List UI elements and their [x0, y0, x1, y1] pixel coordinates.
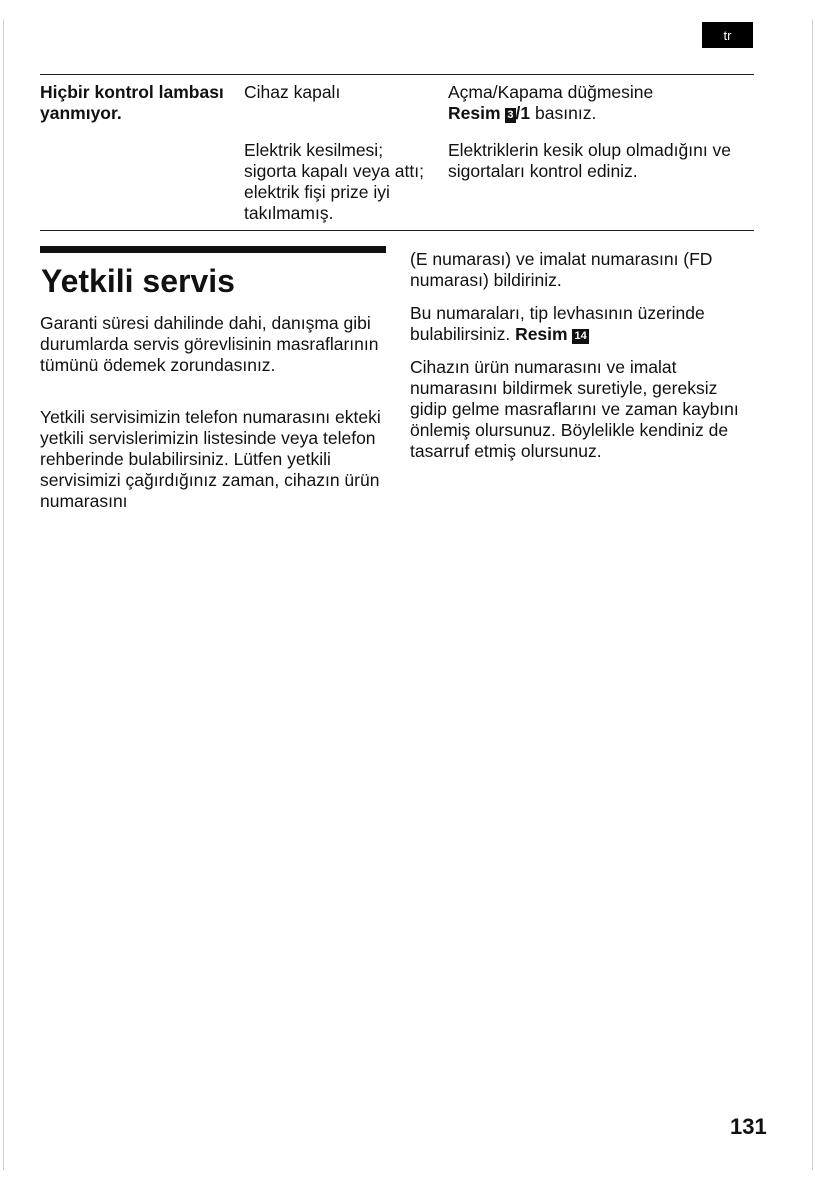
table-bottom-rule [40, 230, 754, 231]
remedy-reference [448, 103, 753, 124]
remedy-text: Elektriklerin kesik olup olmadığını ve sigortaları kontrol ediniz. [448, 140, 732, 181]
table-top-rule [40, 74, 754, 75]
cause-text: Cihaz kapalı [244, 82, 341, 102]
service-paragraph [410, 303, 755, 345]
fault-text: Hiçbir kontrol lambası yanmıyor. [40, 82, 224, 123]
service-paragraph: Cihazın ürün numarasını ve imalat numarasını bildirmek suretiyle, gereksiz gidip gelme masraflarını ve zaman kaybını önlemiş olursunuz. Böylelikle kendiniz de tasarruf etmiş olursunuz. [410, 357, 739, 461]
scan-margin-line [812, 20, 813, 1170]
language-tab: tr [702, 22, 753, 48]
section-title: Yetkili servis [41, 263, 235, 299]
figure-ref-suffix: /1 [515, 103, 531, 123]
figure-ref-label: Resim [448, 103, 501, 123]
page-number: 131 [730, 1114, 767, 1139]
section-bar [40, 246, 386, 253]
figure-number-icon: 14 [574, 330, 587, 342]
figure-number-icon: 3 [507, 109, 514, 121]
remedy-tail: basınız. [535, 103, 597, 123]
service-paragraph: Garanti süresi dahilinde dahi, danışma gibi durumlarda servis görevlisinin masraflarının tümünü ödemek zorundasınız. [40, 313, 379, 375]
scan-margin-line [3, 20, 4, 1170]
service-paragraph: Yetkili servisimizin telefon numarasını ekteki yetkili servislerimizin listesinde veya telefon rehberinde bulabilirsiniz. Lütfen yetkili servisimizi çağırdığınız zaman, cihazın ürün numarasını [40, 407, 381, 511]
remedy-cell [448, 82, 753, 124]
paragraph-text: Bu numaraları, tip levhasının üzerinde bulabilirsiniz. [410, 303, 705, 344]
figure-ref-label: Resim [515, 324, 568, 344]
cause-text: Elektrik kesilmesi; sigorta kapalı veya attı; elektrik fişi prize iyi takılmamış. [244, 140, 424, 223]
service-paragraph: (E numarası) ve imalat numarasını (FD numarası) bildiriniz. [410, 249, 713, 290]
remedy-text: Açma/Kapama düğmesine [448, 82, 654, 102]
